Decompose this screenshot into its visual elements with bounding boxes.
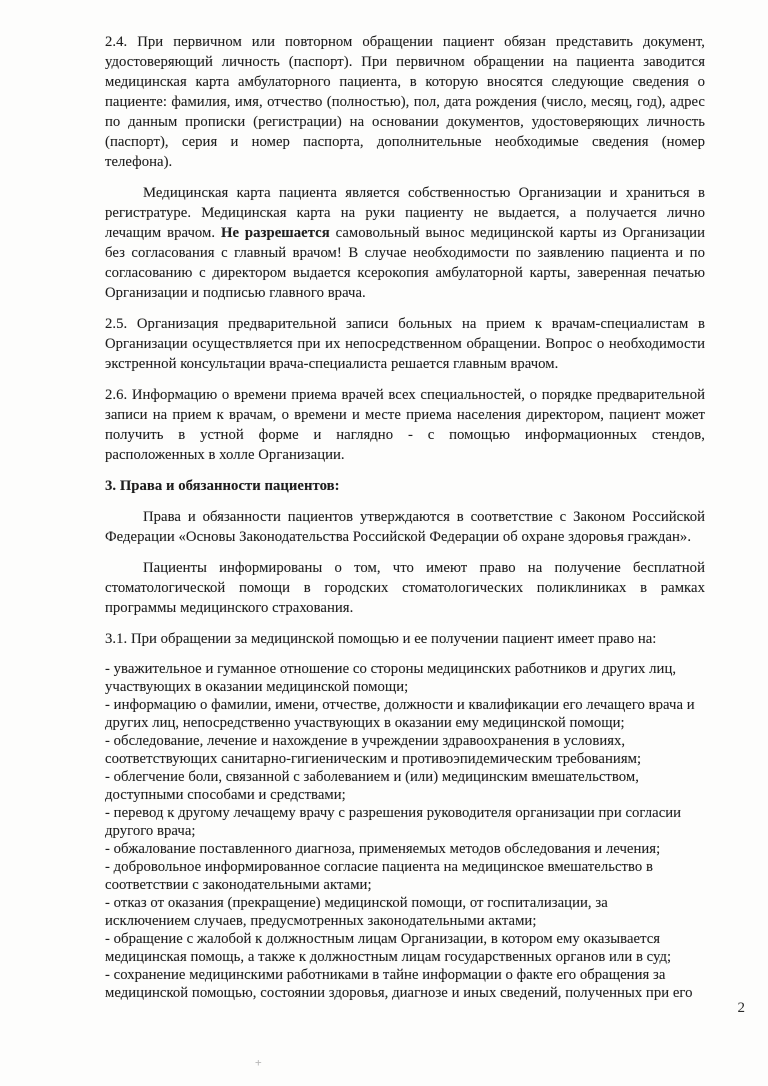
paragraph-medical-card bbox=[105, 183, 705, 303]
paragraph-medical-card-line-4: без согласования с главный врачом! В случае необходимости по заявлению пациента и по bbox=[105, 245, 705, 261]
scan-artifact-mark: + bbox=[255, 1056, 262, 1069]
text-segment: лечащим врачом. bbox=[105, 225, 221, 241]
rights-bullet-list-line-16: - обращение с жалобой к должностным лицам Организации, в котором ему оказывается bbox=[105, 931, 661, 947]
rights-bullet-list-line-4: других лиц, непосредственно участвующих в оказании ему медицинской помощи; bbox=[105, 715, 625, 731]
rights-bullet-list-line-11: - обжалование поставленного диагноза, применяемых методов обследования и лечения; bbox=[105, 841, 661, 857]
rights-bullet-list-line-2: участвующих в оказании медицинской помощи; bbox=[105, 679, 409, 695]
paragraph-free-care bbox=[105, 558, 705, 618]
paragraph-2-5 bbox=[105, 314, 705, 374]
section-3-heading-line-1: 3. Права и обязанности пациентов: bbox=[105, 478, 340, 494]
paragraph-2-5-line-2: Организации осуществляется при их непосредственном обращении. Вопрос о необходимости bbox=[105, 336, 705, 352]
rights-bullet-list-line-10: другого врача; bbox=[105, 823, 196, 839]
rights-bullet-list-line-12: - добровольное информированное согласие пациента на медицинское вмешательство в bbox=[105, 859, 653, 875]
rights-bullet-list-line-13: соответствии с законодательными актами; bbox=[105, 877, 372, 893]
rights-bullet-list-line-18: - сохранение медицинскими работниками в тайне информации о факте его обращения за bbox=[105, 967, 666, 983]
paragraph-2-4-line-2: удостоверяющий личность (паспорт). При первичном обращении на пациента заводится bbox=[105, 54, 705, 70]
rights-bullet-list-line-1: - уважительное и гуманное отношение со стороны медицинских работников и других лиц, bbox=[105, 661, 677, 677]
paragraph-rights-law bbox=[105, 507, 705, 547]
paragraph-medical-card-line-2: регистратуре. Медицинская карта на руки пациенту не выдается, а получается лично bbox=[105, 205, 705, 221]
rights-bullet-list-line-6: соответствующих санитарно-гигиеническим и противоэпидемическим требованиям; bbox=[105, 751, 642, 767]
paragraph-rights-law-line-2: Федерации «Основы Законодательства Российской Федерации об охране здоровья граждан». bbox=[105, 529, 692, 545]
paragraph-2-4-line-5: по данным прописки (регистрации) на основании документов, удостоверяющих личность bbox=[105, 114, 705, 130]
rights-bullet-list-line-14: - отказ от оказания (прекращение) медицинской помощи, от госпитализации, за bbox=[105, 895, 608, 911]
rights-bullet-list-line-15: исключением случаев, предусмотренных законодательными актами; bbox=[105, 913, 537, 929]
rights-bullet-list-line-7: - облегчение боли, связанной с заболеванием и (или) медицинским вмешательством, bbox=[105, 769, 639, 785]
paragraph-2-6-line-3: получить в устной форме и наглядно - с помощью информационных стендов, bbox=[105, 427, 705, 443]
rights-bullet-list-line-8: доступными способами и средствами; bbox=[105, 787, 346, 803]
rights-bullet-list-line-3: - информацию о фамилии, имени, отчестве, должности и квалификации его лечащего врача и bbox=[105, 697, 695, 713]
paragraph-2-4-line-3: медицинская карта амбулаторного пациента, в которую вносятся следующие сведения о bbox=[105, 74, 705, 90]
paragraph-2-4 bbox=[105, 32, 705, 172]
section-3-heading bbox=[105, 476, 705, 496]
paragraph-2-4-line-4: пациенте: фамилия, имя, отчество (полностью), пол, дата рождения (число, месяц, год), адрес bbox=[105, 94, 705, 110]
paragraph-free-care-line-3: программы медицинского страхования. bbox=[105, 600, 354, 616]
paragraph-2-6-line-4: расположенных в холле Организации. bbox=[105, 447, 345, 463]
paragraph-2-5-line-3: экстренной консультации врача-специалиста решается главным врачом. bbox=[105, 356, 559, 372]
paragraph-medical-card-line-5: согласованию с директором выдается ксерокопия амбулаторной карты, заверенная печатью bbox=[105, 265, 705, 281]
paragraph-medical-card-line-1: Медицинская карта пациента является собственностью Организации и храниться в bbox=[143, 185, 705, 201]
paragraph-2-6 bbox=[105, 385, 705, 465]
rights-bullet-list bbox=[105, 660, 705, 1002]
rights-bullet-list-line-19: медицинской помощью, состоянии здоровья, диагнозе и иных сведений, полученных при его bbox=[105, 985, 693, 1001]
rights-bullet-list-line-17: медицинская помощь, а также к должностным лицам государственных органов или в суд; bbox=[105, 949, 672, 965]
page-number: 2 bbox=[737, 1000, 745, 1016]
paragraph-2-4-line-7: телефона). bbox=[105, 154, 173, 170]
bold-text-segment: Не разрешается bbox=[220, 225, 330, 241]
text-segment: самовольный вынос медицинской карты из Организации bbox=[329, 225, 705, 241]
paragraph-medical-card-line-6: Организации и подписью главного врача. bbox=[105, 285, 366, 301]
rights-bullet-list-line-5: - обследование, лечение и нахождение в учреждении здравоохранения в условиях, bbox=[105, 733, 626, 749]
paragraph-3-1-line-1: 3.1. При обращении за медицинской помощью и ее получении пациент имеет право на: bbox=[105, 631, 657, 647]
paragraph-3-1 bbox=[105, 629, 705, 649]
paragraph-medical-card-line-3 bbox=[105, 223, 705, 243]
paragraph-rights-law-line-1: Права и обязанности пациентов утверждаются в соответствие с Законом Российской bbox=[143, 509, 705, 525]
paragraph-free-care-line-1: Пациенты информированы о том, что имеют право на получение бесплатной bbox=[143, 560, 705, 576]
paragraph-2-6-line-1: 2.6. Информацию о времени приема врачей всех специальностей, о порядке предварительной bbox=[105, 387, 705, 403]
paragraph-2-6-line-2: записи на прием к врачам, о времени и месте приема населения директором, пациент может bbox=[105, 407, 705, 423]
paragraph-free-care-line-2: стоматологической помощи в городских стоматологических поликлиниках в рамках bbox=[105, 580, 705, 596]
paragraph-2-5-line-1: 2.5. Организация предварительной записи больных на прием к врачам-специалистам в bbox=[105, 316, 705, 332]
paragraph-2-4-line-6: (паспорт), серия и номер паспорта, дополнительные необходимые сведения (номер bbox=[105, 134, 705, 150]
rights-bullet-list-line-9: - перевод к другому лечащему врачу с разрешения руководителя организации при согласии bbox=[105, 805, 682, 821]
paragraph-2-4-line-1: 2.4. При первичном или повторном обращении пациент обязан представить документ, bbox=[105, 34, 705, 50]
document-page bbox=[105, 32, 705, 1002]
